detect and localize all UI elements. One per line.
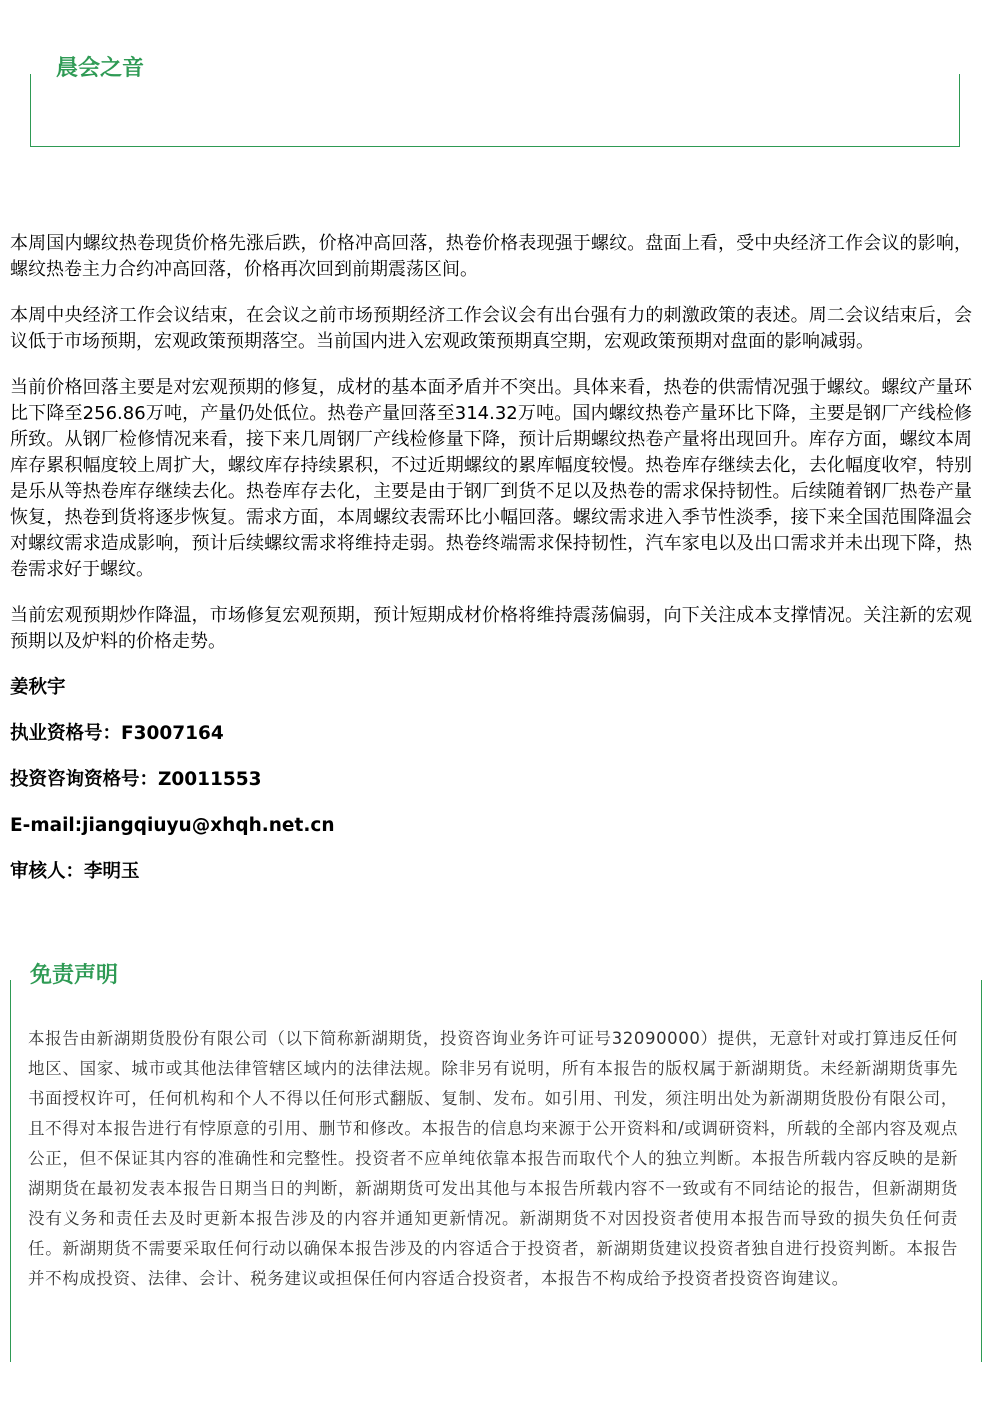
article-paragraph-4: 当前宏观预期炒作降温，市场修复宏观预期，预计短期成材价格将维持震荡偏弱，向下关注成本支撑情况。关注新的宏观预期以及炉料的价格走势。 (10, 605, 972, 652)
author-email: E-mail:jiangqiuyu@xhqh.net.cn (10, 815, 335, 836)
disclaimer-text: 本报告由新湖期货股份有限公司（以下简称新湖期货，投资咨询业务许可证号32090000）提供，无意针对或打算违反任何地区、国家、城市或其他法律管辖区域内的法律法规。除非另有说明，所有本报告的版权属于新湖期货。未经新湖期货事先书面授权许可，任何机构和个人不得以任何形式翻版、复制、发布。如引用、刊发，须注明出处为新湖期货股份有限公司，且不得对本报告进行有悖原意的引用、删节和修改。本报告的信息均来源于公开资料和/或调研资料，所载的全部内容及观点公正，但不保证其内容的准确性和完整性。投资者不应单纯依靠本报告而取代个人的独立判断。本报告所载内容反映的是新湖期货在最初发表本报告日期当日的判断，新湖期货可发出其他与本报告所载内容不一致或有不同结论的报告，但新湖期货没有义务和责任去及时更新本报告涉及的内容并通知更新情况。新湖期货不对因投资者使用本报告而导致的损失负任何责任。新湖期货不需要采取任何行动以确保本报告涉及的内容适合于投资者，新湖期货建议投资者独自进行投资判断。本报告并不构成投资、法律、会计、税务建议或担保任何内容适合投资者，本报告不构成给予投资者投资咨询建议。 (28, 1029, 958, 1288)
license-number: 执业资格号：F3007164 (10, 723, 224, 744)
consult-license-number: 投资咨询资格号：Z0011553 (10, 769, 262, 790)
section-header-box (30, 74, 960, 147)
disclaimer-title: 免责声明 (30, 963, 119, 988)
article-body (10, 231, 972, 905)
article-paragraph-1: 本周国内螺纹热卷现货价格先涨后跌，价格冲高回落，热卷价格表现强于螺纹。盘面上看，受中央经济工作会议的影响，螺纹热卷主力合约冲高回落，价格再次回到前期震荡区间。 (10, 233, 972, 280)
section-title: 晨会之音 (52, 54, 148, 84)
author-name: 姜秋宇 (10, 677, 66, 698)
article-paragraph-3: 当前价格回落主要是对宏观预期的修复，成材的基本面矛盾并不突出。具体来看，热卷的供需情况强于螺纹。螺纹产量环比下降至256.86万吨，产量仍处低位。热卷产量回落至314.32万吨。国内螺纹热卷产量环比下降，主要是钢厂产线检修所致。从钢厂检修情况来看，接下来几周钢厂产线检修量下降，预计后期螺纹热卷产量将出现回升。库存方面，螺纹本周库存累积幅度较上周扩大，螺纹库存持续累积，不过近期螺纹的累库幅度较慢。热卷库存继续去化，去化幅度收窄，特别是乐从等热卷库存继续去化。热卷库存去化，主要是由于钢厂到货不足以及热卷的需求保持韧性。后续随着钢厂热卷产量恢复，热卷到货将逐步恢复。需求方面，本周螺纹表需环比小幅回落。螺纹需求进入季节性淡季，接下来全国范围降温会对螺纹需求造成影响，预计后续螺纹需求将维持走弱。热卷终端需求保持韧性，汽车家电以及出口需求并未出现下降，热卷需求好于螺纹。 (10, 377, 972, 580)
reviewer-name: 审核人：李明玉 (10, 861, 140, 882)
article-paragraph-2: 本周中央经济工作会议结束，在会议之前市场预期经济工作会议会有出台强有力的刺激政策的表述。周二会议结束后，会议低于市场预期，宏观政策预期落空。当前国内进入宏观政策预期真空期，宏观政策预期对盘面的影响减弱。 (10, 305, 972, 352)
